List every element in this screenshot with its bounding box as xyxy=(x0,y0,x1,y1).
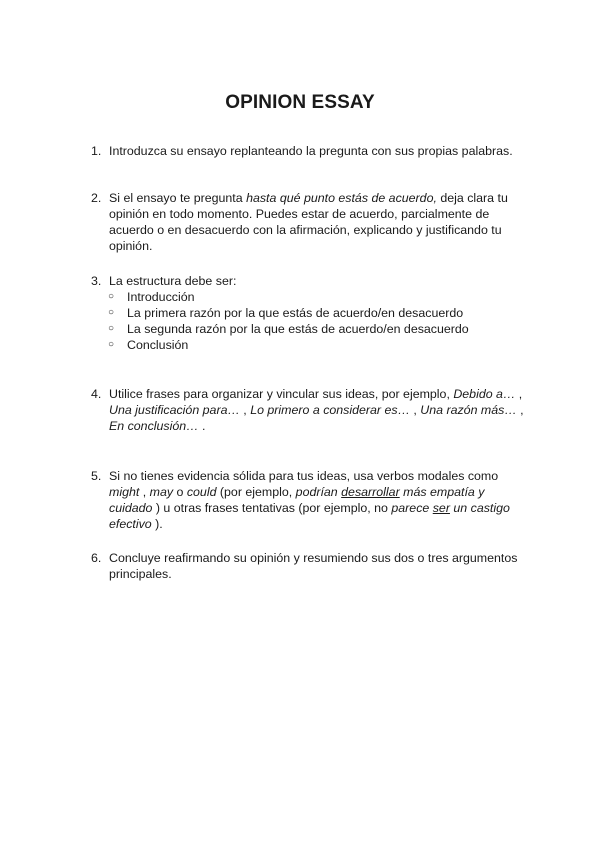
item-text: La estructura debe ser: xyxy=(109,274,237,288)
circle-bullet-icon: ○ xyxy=(108,339,115,350)
list-item-6 xyxy=(91,550,531,582)
italic-segment: parece xyxy=(391,501,430,515)
text-segment: , xyxy=(139,485,150,499)
text-segment: (por ejemplo, xyxy=(216,485,296,499)
item-text: Introduzca su ensayo replanteando la pregunta con sus propias palabras. xyxy=(109,144,513,158)
sub-item-text: La primera razón por la que estás de acuerdo/en desacuerdo xyxy=(127,306,464,320)
text-segment: . xyxy=(198,419,206,433)
text-segment: , xyxy=(239,403,251,417)
italic-segment: un castigo efectivo xyxy=(109,501,510,531)
item-number: 6. xyxy=(91,551,102,565)
italic-segment: más empatía y cuidado xyxy=(109,485,485,515)
text-segment: Si el ensayo te pregunta xyxy=(109,191,247,205)
list-item-4 xyxy=(91,386,531,434)
text-segment: Utilice frases para organizar y vincular sus ideas, por ejemplo, xyxy=(109,387,454,401)
list-item-2 xyxy=(91,190,531,254)
text-segment: Si no tienes evidencia sólida para tus ideas, usa verbos modales como xyxy=(109,469,499,483)
item-text xyxy=(109,468,531,532)
item-number: 2. xyxy=(91,191,102,205)
page-title: OPINION ESSAY xyxy=(225,92,375,113)
italic-segment: Una justificación para… xyxy=(109,403,240,417)
item-number: 3. xyxy=(91,274,102,288)
list-item-1 xyxy=(91,143,531,159)
italic-segment: Una razón más… xyxy=(420,403,517,417)
sub-list-item xyxy=(91,321,531,337)
text-segment: deja clara tu opinión en todo momento. Puedes estar de acuerdo, parcialmente de acuerdo o en desacuerdo con la afirmación, explicando y justificando tu opinión. xyxy=(109,191,508,253)
italic-segment: might xyxy=(109,485,140,499)
item-text xyxy=(109,190,531,254)
item-text: Concluye reafirmando su opinión y resumiendo sus dos o tres argumentos principales. xyxy=(109,551,518,581)
list-item-3 xyxy=(91,273,531,353)
text-segment: o xyxy=(173,485,187,499)
item-text xyxy=(109,386,531,434)
text-segment: , xyxy=(516,403,524,417)
text-segment: , xyxy=(409,403,421,417)
italic-segment: may xyxy=(149,485,174,499)
italic-segment: Debido a… xyxy=(453,387,516,401)
text-segment: ). xyxy=(151,517,163,531)
circle-bullet-icon: ○ xyxy=(108,307,115,318)
italic-segment: podrían xyxy=(295,485,338,499)
italic-segment: could xyxy=(186,485,217,499)
sub-item-text: Introducción xyxy=(127,290,195,304)
sub-list xyxy=(91,289,531,353)
sub-item-text: Conclusión xyxy=(127,338,189,352)
italic-segment: En conclusión… xyxy=(109,419,199,433)
underlined-italic-segment: ser xyxy=(432,501,450,515)
text-segment: , xyxy=(515,387,523,401)
sub-list-item xyxy=(91,305,531,321)
circle-bullet-icon: ○ xyxy=(108,323,115,334)
list-item-5 xyxy=(91,468,531,532)
item-number: 1. xyxy=(91,144,102,158)
sub-list-item xyxy=(91,289,531,305)
italic-segment: Lo primero a considerar es… xyxy=(250,403,410,417)
italic-segment: hasta qué punto estás de acuerdo, xyxy=(246,191,437,205)
underlined-italic-segment: desarrollar xyxy=(341,485,400,499)
item-number: 4. xyxy=(91,387,102,401)
circle-bullet-icon: ○ xyxy=(108,291,115,302)
item-number: 5. xyxy=(91,469,102,483)
sub-list-item xyxy=(91,337,531,353)
sub-item-text: La segunda razón por la que estás de acuerdo/en desacuerdo xyxy=(127,322,469,336)
text-segment: ) u otras frases tentativas (por ejemplo, no xyxy=(152,501,392,515)
